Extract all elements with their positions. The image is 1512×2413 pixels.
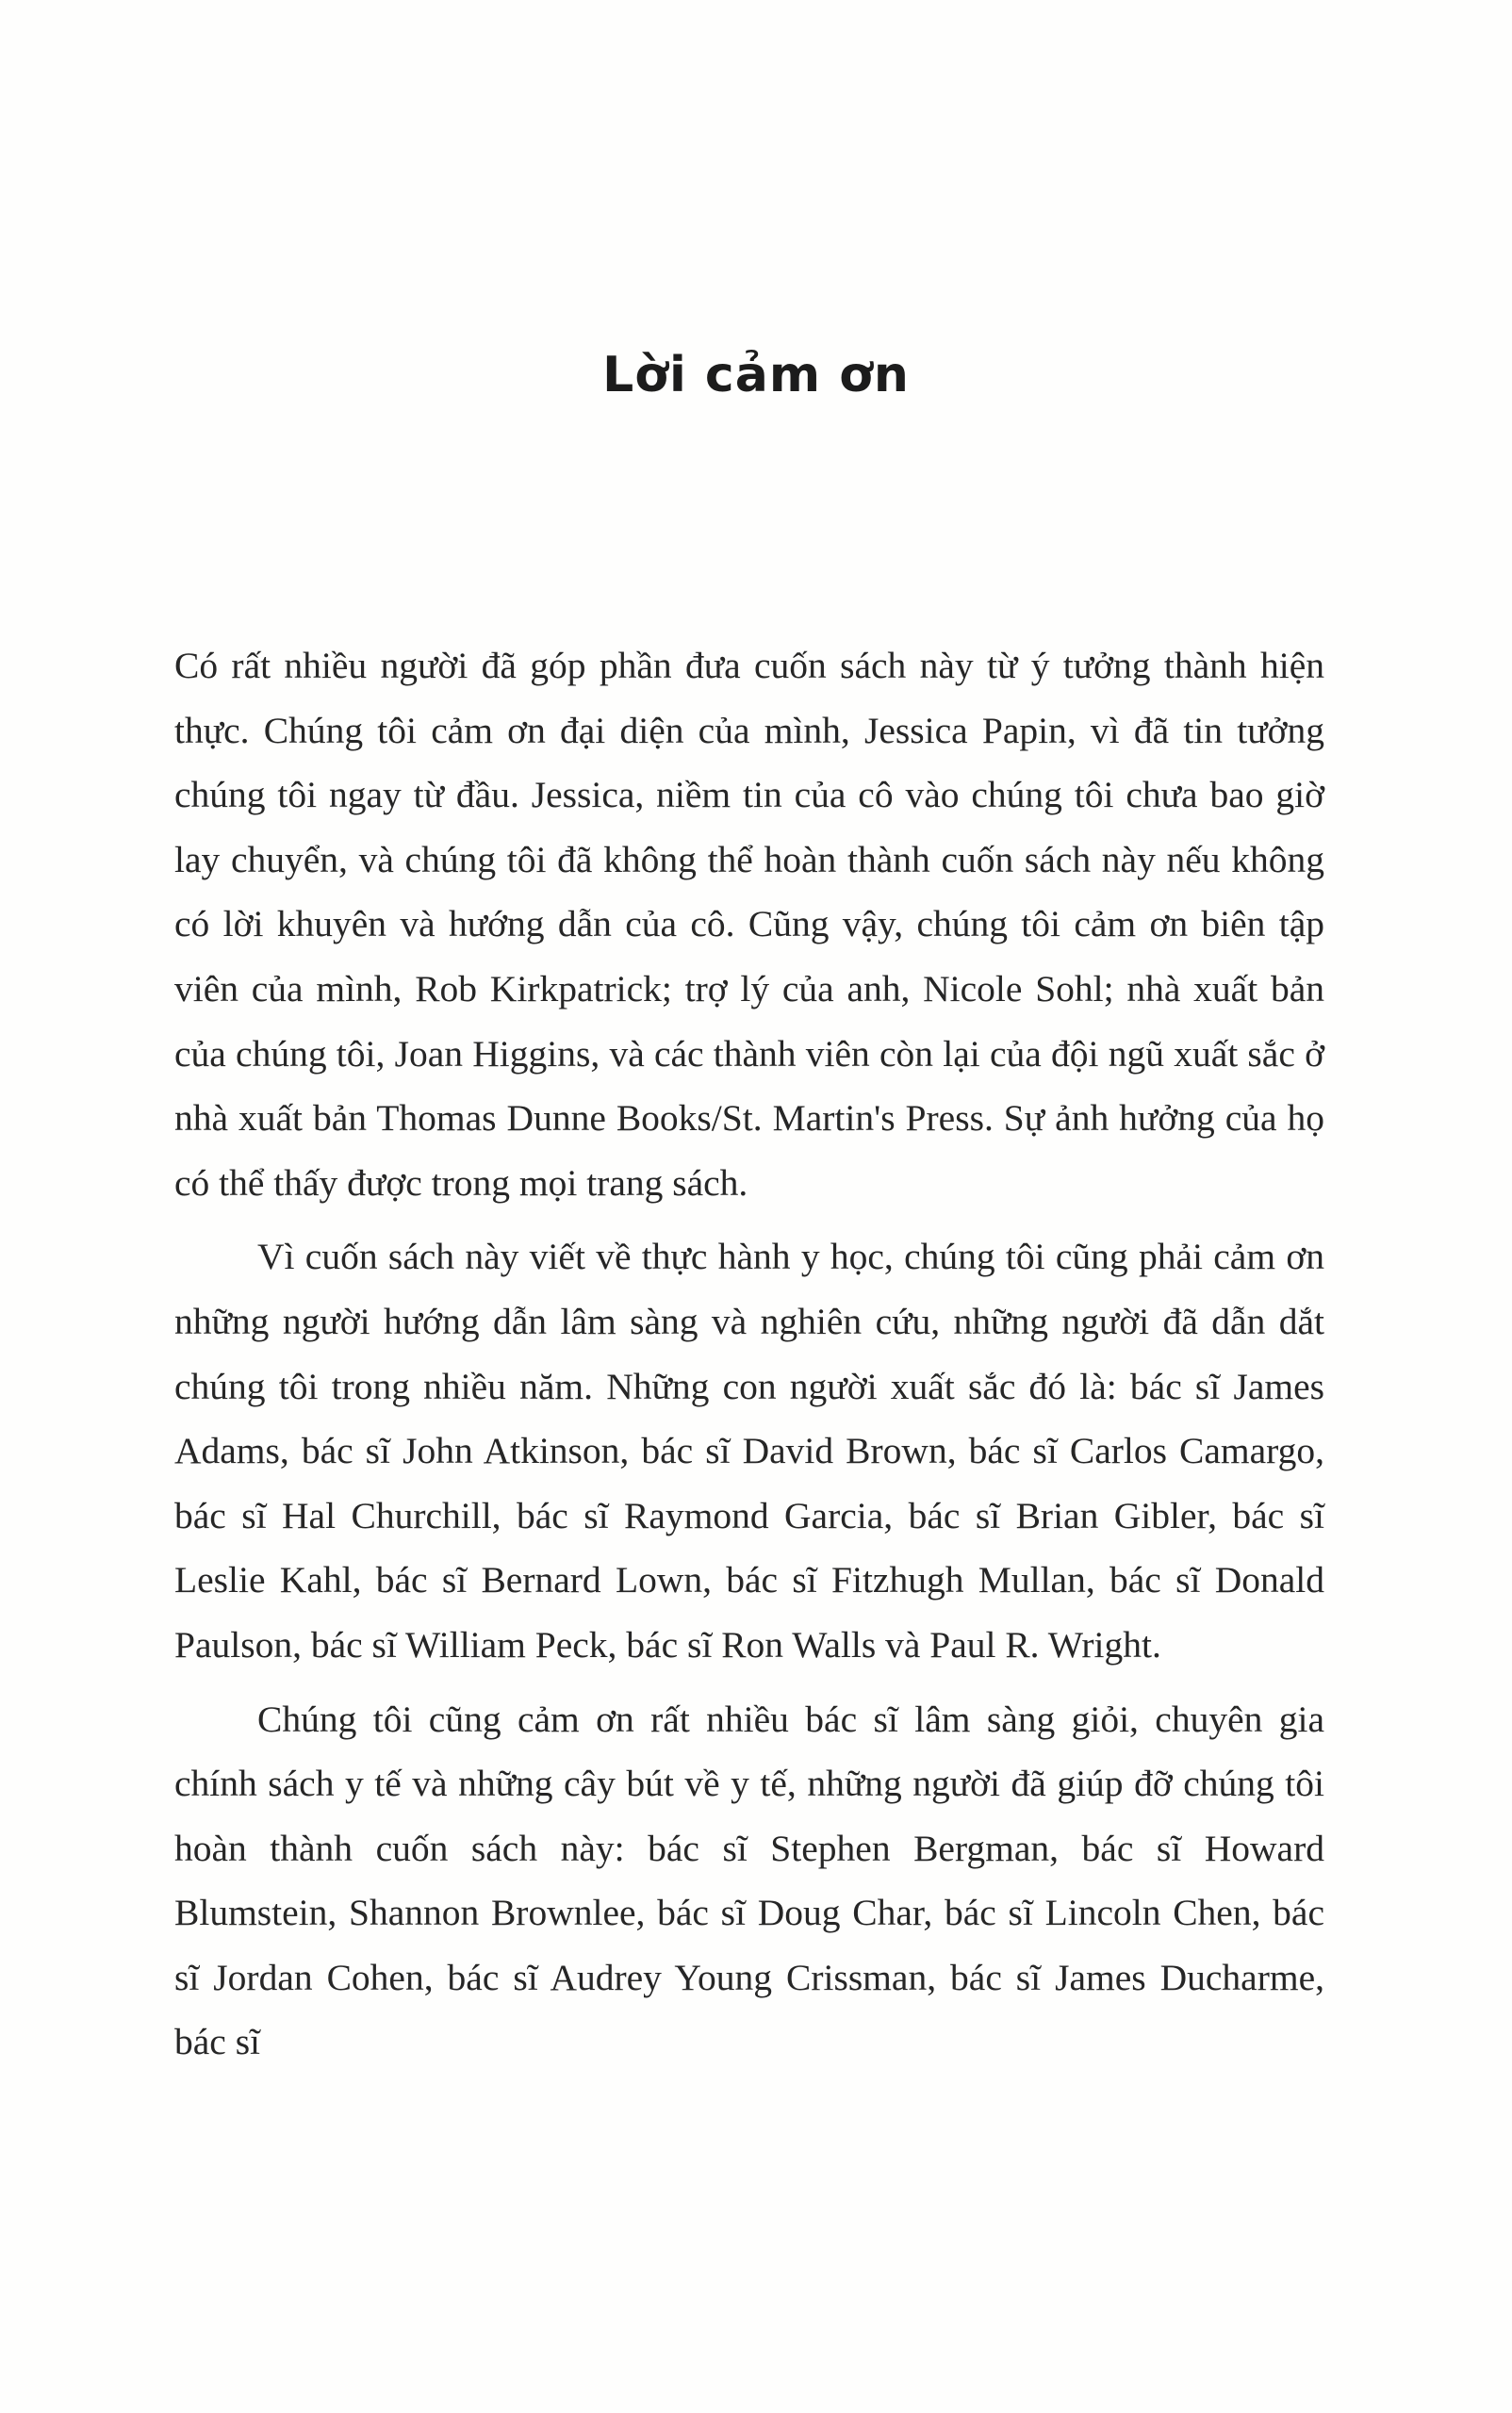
chapter-title: Lời cảm ơn [602, 347, 910, 403]
body-text [174, 633, 1324, 2075]
paragraph-1: Có rất nhiều người đã góp phần đưa cuốn sách này từ ý tưởng thành hiện thực. Chúng tôi cảm ơn đại diện của mình, Jessica Papin, vì đã tin tưởng chúng tôi ngay từ đầu. Jessica, niềm tin của cô vào chúng tôi chưa bao giờ lay chuyển, và chúng tôi đã không thể hoàn thành cuốn sách này nếu không có lời khuyên và hướng dẫn của cô. Cũng vậy, chúng tôi cảm ơn biên tập viên của mình, Rob Kirkpatrick; trợ lý của anh, Nicole Sohl; nhà xuất bản của chúng tôi, Joan Higgins, và các thành viên còn lại của đội ngũ xuất sắc ở nhà xuất bản Thomas Dunne Books/St. Martin's Press. Sự ảnh hưởng của họ có thể thấy được trong mọi trang sách. [174, 645, 1324, 1204]
paragraph-2: Vì cuốn sách này viết về thực hành y học, chúng tôi cũng phải cảm ơn những người hướng dẫn lâm sàng và nghiên cứu, những người đã dẫn dắt chúng tôi trong nhiều năm. Những con người xuất sắc đó là: bác sĩ James Adams, bác sĩ John Atkinson, bác sĩ David Brown, bác sĩ Carlos Camargo, bác sĩ Hal Churchill, bác sĩ Raymond Garcia, bác sĩ Brian Gibler, bác sĩ Leslie Kahl, bác sĩ Bernard Lown, bác sĩ Fitzhugh Mullan, bác sĩ Donald Paulson, bác sĩ William Peck, bác sĩ Ron Walls và Paul R. Wright. [174, 1236, 1324, 1666]
paragraph-3: Chúng tôi cũng cảm ơn rất nhiều bác sĩ lâm sàng giỏi, chuyên gia chính sách y tế và những cây bút về y tế, những người đã giúp đỡ chúng tôi hoàn thành cuốn sách này: bác sĩ Stephen Bergman, bác sĩ Howard Blumstein, Shannon Brownlee, bác sĩ Doug Char, bác sĩ Lincoln Chen, bác sĩ Jordan Cohen, bác sĩ Audrey Young Crissman, bác sĩ James Ducharme, bác sĩ [174, 1698, 1324, 2063]
